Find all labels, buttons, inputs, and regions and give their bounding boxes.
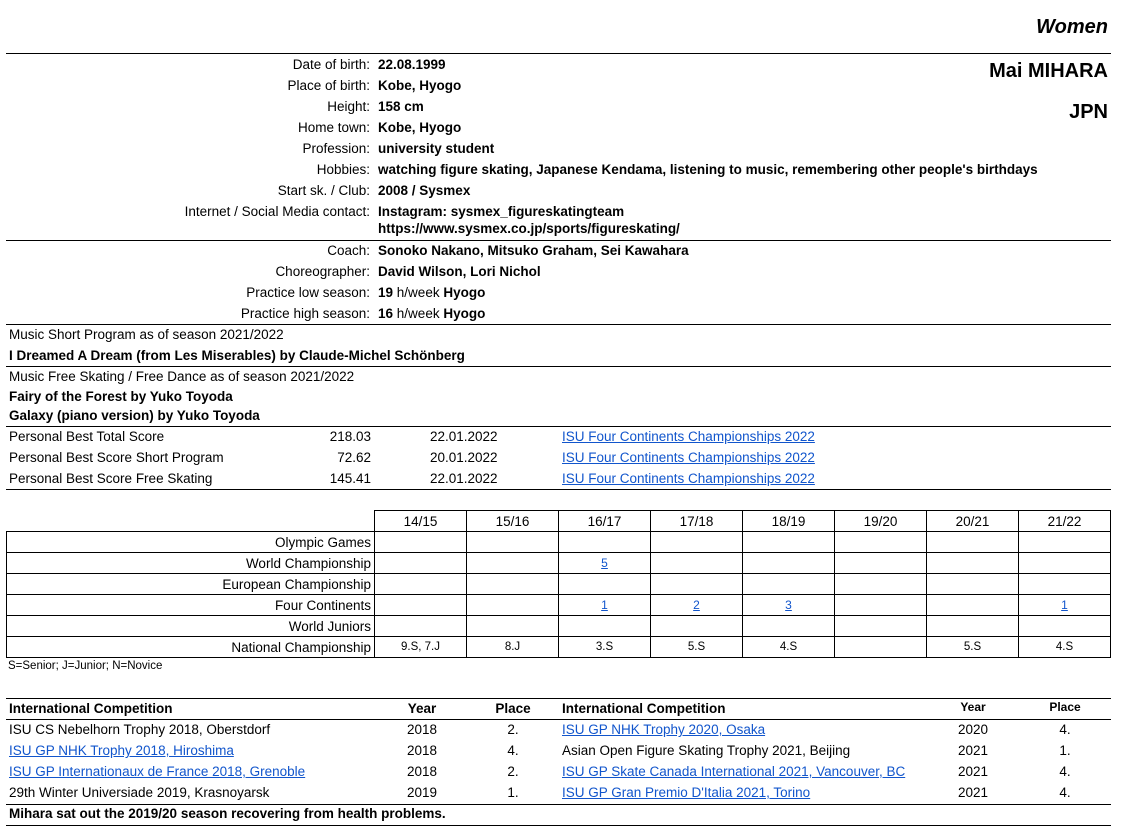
result-link[interactable]: 5 (601, 556, 608, 570)
bio-website: https://www.sysmex.co.jp/sports/figureskating/ (378, 221, 680, 236)
season-header: 14/15 (375, 511, 467, 532)
results-row-label: Four Continents (7, 595, 375, 616)
season-header: 21/22 (1019, 511, 1111, 532)
coaching-value: David Wilson, Lori Nichol (378, 264, 541, 279)
practice-place: Hyogo (443, 306, 486, 321)
category-label: Women (1036, 16, 1108, 38)
music-fs-title: Galaxy (piano version) by Yuko Toyoda (9, 408, 260, 423)
result-link[interactable]: 1 (601, 598, 608, 612)
pb-label: Personal Best Score Short Program (9, 450, 224, 465)
result-link[interactable]: 3 (785, 598, 792, 612)
comp-year-header-right: Year (960, 700, 986, 714)
season-header: 17/18 (651, 511, 743, 532)
bio-label: Profession: (302, 141, 370, 156)
results-cell (835, 532, 927, 553)
competition-name: Asian Open Figure Skating Trophy 2021, Beijing (562, 743, 851, 758)
results-cell (375, 595, 467, 616)
pb-date: 20.01.2022 (430, 450, 498, 465)
bio-label: Date of birth: (292, 57, 370, 72)
pb-event-link[interactable]: ISU Four Continents Championships 2022 (562, 429, 815, 444)
season-header: 15/16 (467, 511, 559, 532)
divider (6, 719, 1111, 720)
results-row (7, 553, 1111, 574)
results-cell (651, 616, 743, 637)
bio-value: Kobe, Hyogo (378, 120, 462, 135)
bio-label: Height: (327, 99, 370, 114)
competition-place: 4. (1059, 764, 1071, 779)
results-cell (467, 553, 559, 574)
results-cell (467, 574, 559, 595)
comp-place-header-right: Place (1049, 700, 1081, 714)
bio-value: 22.08.1999 (378, 57, 446, 72)
coaching-label: Choreographer: (275, 264, 370, 279)
bio-label: Start sk. / Club: (277, 183, 370, 198)
competition-link[interactable]: ISU GP Gran Premio D'Italia 2021, Torino (562, 785, 811, 800)
results-cell: 4.S (1019, 637, 1111, 658)
results-cell (835, 553, 927, 574)
bio-label: Home town: (297, 120, 370, 135)
competition-year: 2021 (957, 764, 989, 779)
coaching-label: Coach: (327, 243, 370, 258)
competition-year: 2018 (406, 722, 438, 737)
results-cell (927, 595, 1019, 616)
athlete-name: Mai MIHARA (989, 60, 1108, 82)
bio-value: 2008 / Sysmex (378, 183, 471, 198)
comp-year-header-left: Year (407, 701, 437, 716)
results-cell (835, 574, 927, 595)
divider (6, 240, 1111, 241)
divider (6, 698, 1111, 699)
competition-link[interactable]: ISU GP NHK Trophy 2018, Hiroshima (9, 743, 234, 758)
results-cell (743, 532, 835, 553)
results-cell (1019, 595, 1111, 616)
results-cell (927, 616, 1019, 637)
results-cell (375, 616, 467, 637)
results-row-label: Olympic Games (7, 532, 375, 553)
competition-place: 2. (507, 722, 519, 737)
results-cell (467, 616, 559, 637)
competition-link[interactable]: ISU GP Internationaux de France 2018, Grenoble (9, 764, 306, 779)
divider (6, 366, 1111, 367)
music-sp-heading: Music Short Program as of season 2021/2022 (9, 327, 284, 342)
coaching-value: Sonoko Nakano, Mitsuko Graham, Sei Kawahara (378, 243, 689, 258)
competition-place: 4. (1059, 785, 1071, 800)
athlete-country: JPN (1069, 101, 1108, 123)
results-cell (835, 616, 927, 637)
competition-year: 2021 (957, 743, 989, 758)
results-table (6, 510, 1111, 658)
results-cell (835, 637, 927, 658)
pb-score: 218.03 (329, 429, 371, 444)
results-cell (651, 532, 743, 553)
results-cell (651, 574, 743, 595)
results-cell (651, 553, 743, 574)
results-row-label: World Championship (7, 553, 375, 574)
music-fs-heading: Music Free Skating / Free Dance as of season 2021/2022 (9, 369, 355, 384)
results-cell (743, 574, 835, 595)
competition-year: 2021 (957, 785, 989, 800)
results-cell: 8.J (467, 637, 559, 658)
competition-link[interactable]: ISU GP Skate Canada International 2021, Vancouver, BC (562, 764, 906, 779)
practice-unit: h/week (396, 285, 440, 300)
practice-hours: 19 (378, 285, 394, 300)
results-row (7, 532, 1111, 553)
results-cell (743, 553, 835, 574)
comp-header-right: International Competition (562, 701, 726, 716)
results-legend: S=Senior; J=Junior; N=Novice (8, 660, 163, 672)
competition-link[interactable]: ISU GP NHK Trophy 2020, Osaka (562, 722, 766, 737)
competition-name: ISU CS Nebelhorn Trophy 2018, Oberstdorf (9, 722, 271, 737)
results-cell (375, 532, 467, 553)
result-link[interactable]: 2 (693, 598, 700, 612)
results-row-label: World Juniors (7, 616, 375, 637)
season-header: 20/21 (927, 511, 1019, 532)
music-fs-title: Fairy of the Forest by Yuko Toyoda (9, 389, 233, 404)
pb-event-link[interactable]: ISU Four Continents Championships 2022 (562, 450, 815, 465)
practice-label: Practice low season: (246, 285, 370, 300)
results-cell (375, 574, 467, 595)
comp-header-left: International Competition (9, 701, 173, 716)
practice-value (378, 285, 485, 300)
pb-event-link[interactable]: ISU Four Continents Championships 2022 (562, 471, 815, 486)
practice-unit: h/week (396, 306, 440, 321)
comp-place-header-left: Place (495, 701, 531, 716)
results-cell (1019, 553, 1111, 574)
results-cell (651, 595, 743, 616)
results-cell: 9.S, 7.J (375, 637, 467, 658)
results-cell (375, 553, 467, 574)
practice-label: Practice high season: (240, 306, 370, 321)
competition-year: 2018 (406, 743, 438, 758)
results-cell (1019, 616, 1111, 637)
results-row (7, 595, 1111, 616)
competition-place: 2. (507, 764, 519, 779)
pb-label: Personal Best Score Free Skating (9, 471, 213, 486)
results-cell (559, 532, 651, 553)
results-cell (559, 553, 651, 574)
results-cell (927, 532, 1019, 553)
results-cell (1019, 532, 1111, 553)
season-header: 18/19 (743, 511, 835, 532)
bio-value: Kobe, Hyogo (378, 78, 462, 93)
results-cell (743, 616, 835, 637)
divider (6, 825, 1111, 826)
results-corner (7, 511, 375, 532)
result-link[interactable]: 1 (1061, 598, 1068, 612)
bio-value: 158 cm (378, 99, 424, 114)
competition-year: 2019 (406, 785, 438, 800)
results-cell (743, 595, 835, 616)
competition-year: 2020 (957, 722, 989, 737)
results-row-label: National Championship (7, 637, 375, 658)
pb-score: 145.41 (329, 471, 371, 486)
results-cell (559, 595, 651, 616)
results-cell (835, 595, 927, 616)
competition-place: 1. (507, 785, 519, 800)
results-cell: 4.S (743, 637, 835, 658)
pb-date: 22.01.2022 (430, 429, 498, 444)
results-cell (467, 595, 559, 616)
results-row (7, 637, 1111, 658)
footer-note: Mihara sat out the 2019/20 season recovering from health problems. (9, 806, 446, 821)
bio-value: university student (378, 141, 495, 156)
pb-label: Personal Best Total Score (9, 429, 165, 444)
results-cell (559, 616, 651, 637)
bio-label: Place of birth: (287, 78, 370, 93)
practice-value (378, 306, 485, 321)
competition-place: 4. (507, 743, 519, 758)
pb-date: 22.01.2022 (430, 471, 498, 486)
bio-value: watching figure skating, Japanese Kendama, listening to music, remembering other people's birthdays (378, 162, 1038, 177)
competition-year: 2018 (406, 764, 438, 779)
divider (6, 53, 1111, 54)
results-row-label: European Championship (7, 574, 375, 595)
competition-place: 1. (1059, 743, 1071, 758)
competition-place: 4. (1059, 722, 1071, 737)
divider (6, 489, 1111, 490)
divider (6, 324, 1111, 325)
results-cell: 5.S (927, 637, 1019, 658)
results-cell (1019, 574, 1111, 595)
results-cell (927, 574, 1019, 595)
results-row (7, 616, 1111, 637)
bio-label: Internet / Social Media contact: (184, 204, 370, 219)
season-header: 16/17 (559, 511, 651, 532)
divider (6, 804, 1111, 805)
results-header-row (7, 511, 1111, 532)
bio-value: Instagram: sysmex_figureskatingteam (378, 204, 625, 219)
practice-hours: 16 (378, 306, 394, 321)
results-cell (559, 574, 651, 595)
season-header: 19/20 (835, 511, 927, 532)
competition-name: 29th Winter Universiade 2019, Krasnoyarsk (9, 785, 270, 800)
results-cell (927, 553, 1019, 574)
music-sp-title: I Dreamed A Dream (from Les Miserables) by Claude-Michel Schönberg (9, 348, 465, 363)
pb-score: 72.62 (337, 450, 371, 465)
results-row (7, 574, 1111, 595)
results-cell: 5.S (651, 637, 743, 658)
divider (6, 426, 1111, 427)
practice-place: Hyogo (443, 285, 486, 300)
results-cell (467, 532, 559, 553)
bio-label: Hobbies: (316, 162, 370, 177)
results-cell: 3.S (559, 637, 651, 658)
